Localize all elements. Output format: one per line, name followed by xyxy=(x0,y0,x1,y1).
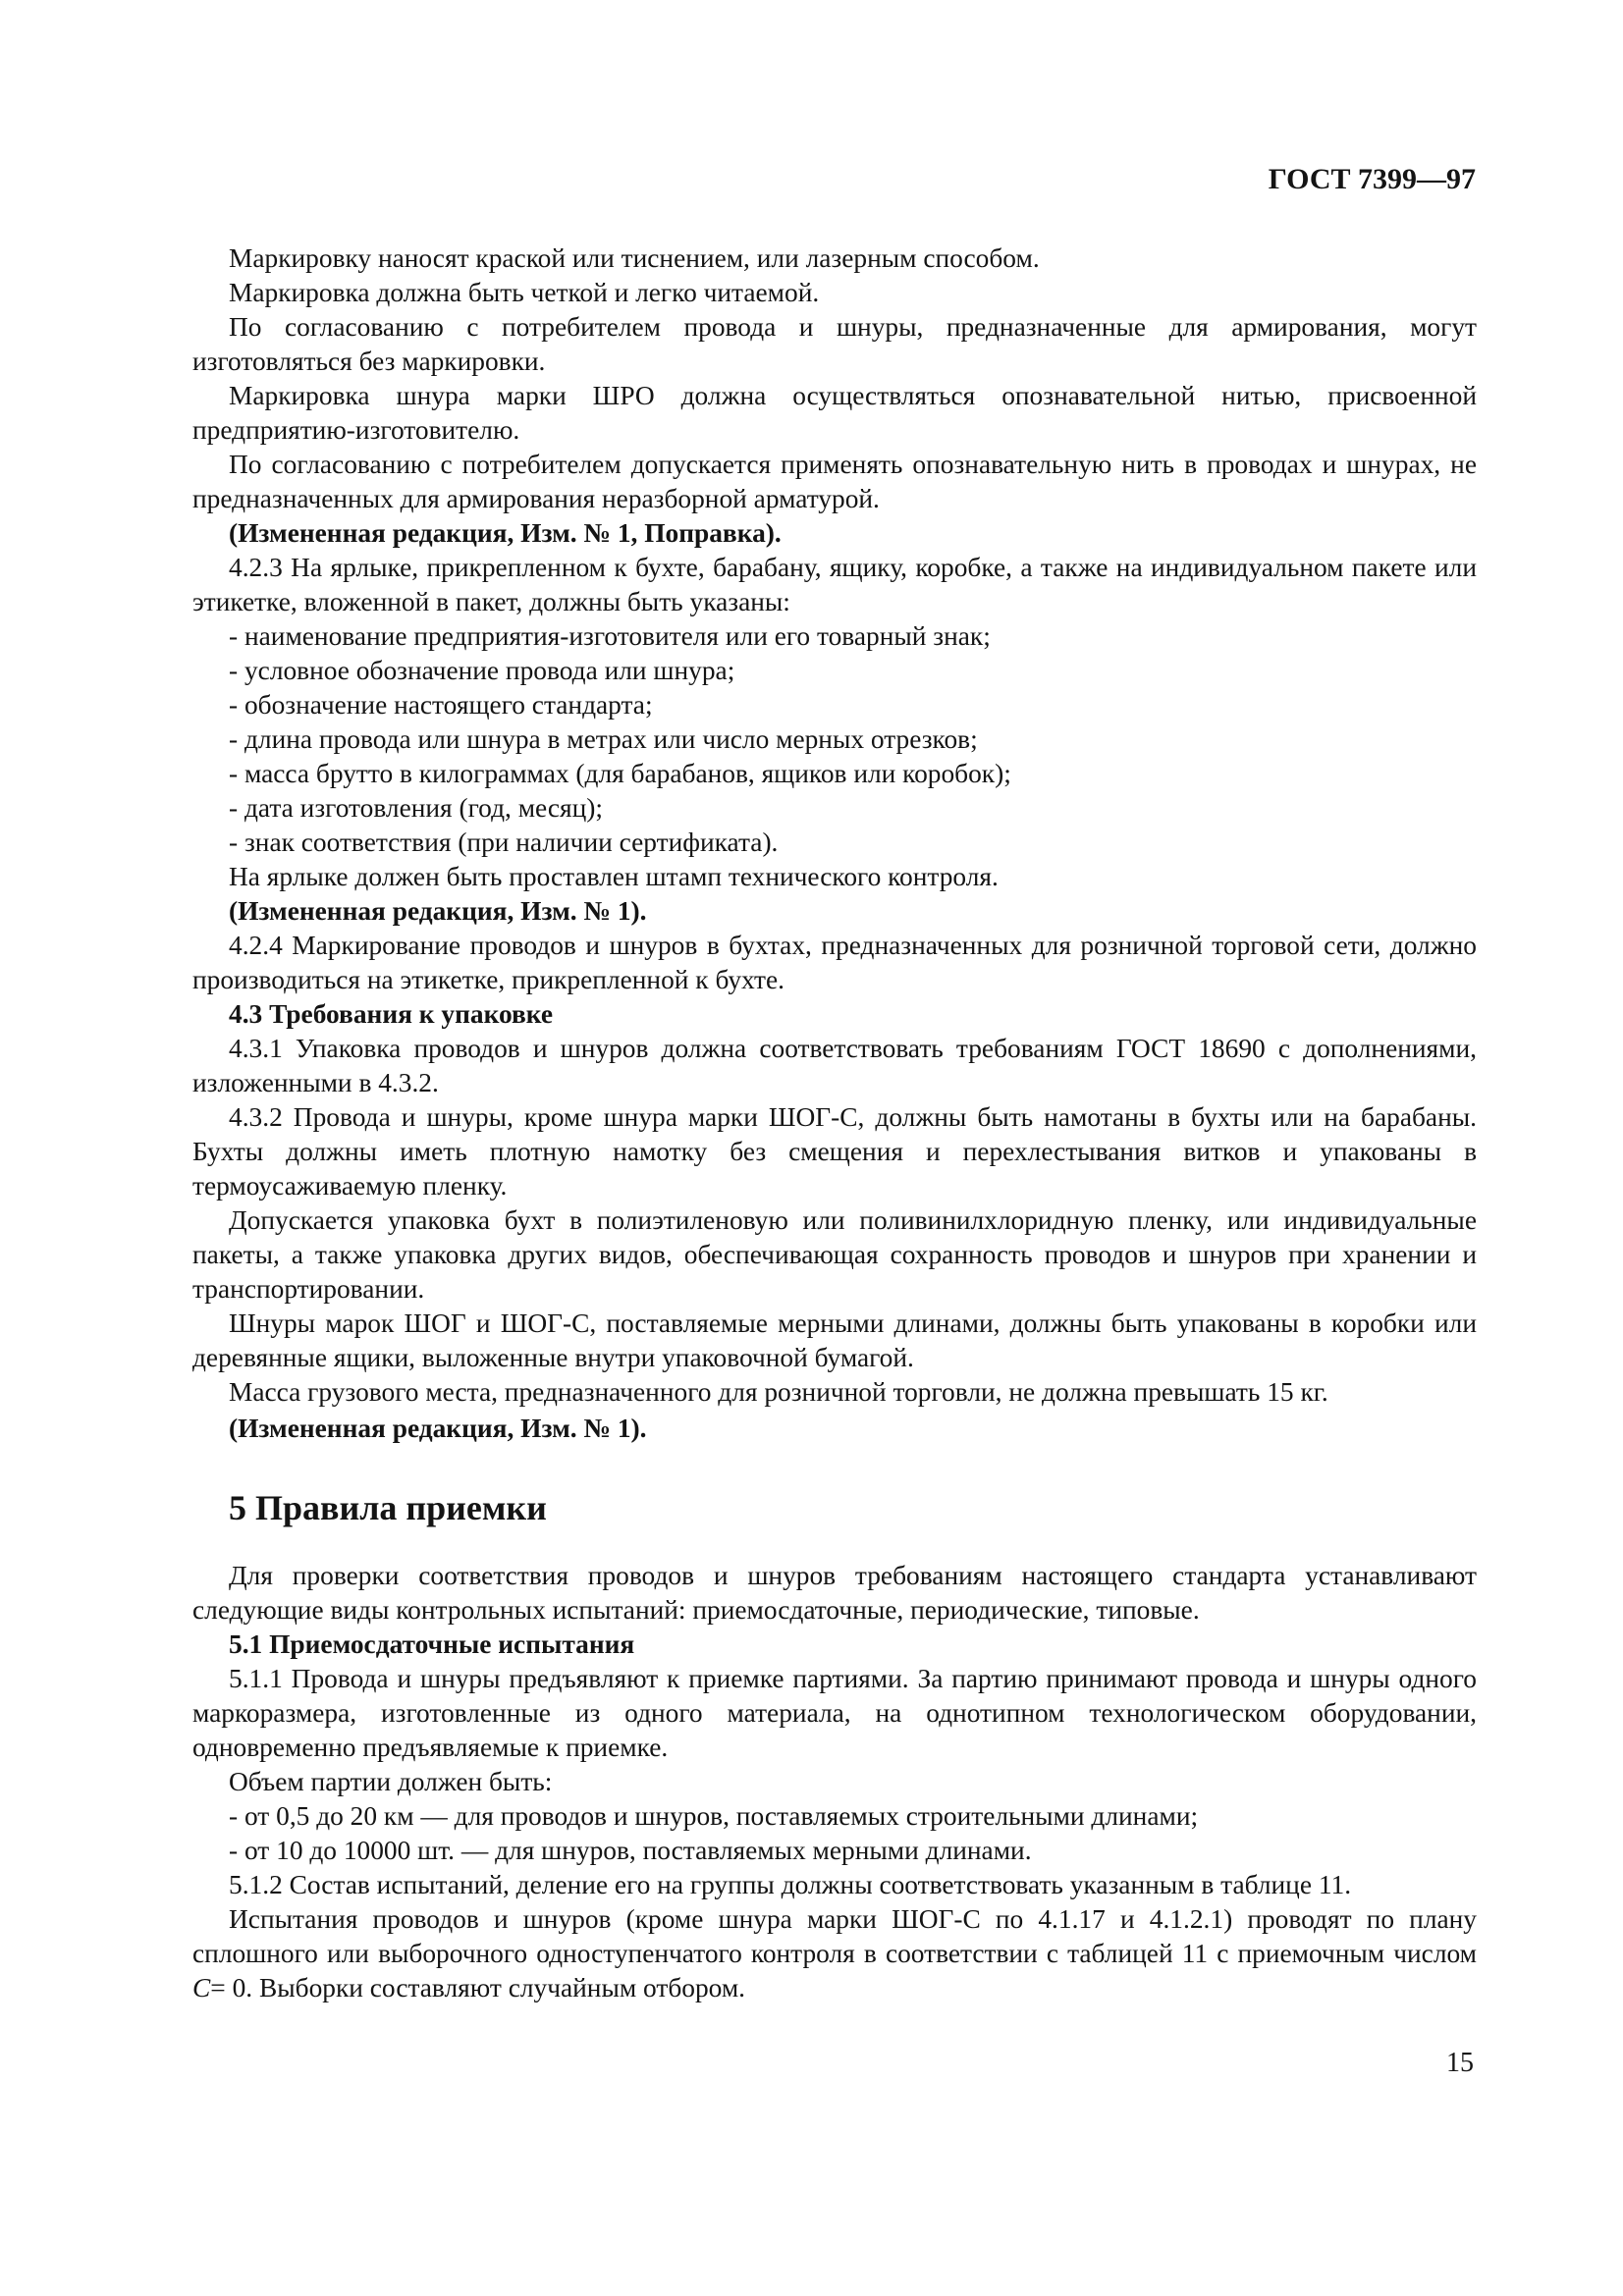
section-heading-5: 5 Правила приемки xyxy=(229,1488,547,1527)
list-item: - от 0,5 до 20 км — для проводов и шнуров, поставляемых строительными длинами; xyxy=(229,1801,1199,1831)
paragraph: Маркировка шнура марки ШРО должна осуществляться опознавательной нитью, присвоенной предприятию-изготовителю. xyxy=(192,381,1477,445)
subsection-heading-4-3: 4.3 Требования к упаковке xyxy=(229,999,554,1029)
list-item: - наименование предприятия-изготовителя или его товарный знак; xyxy=(229,621,991,651)
amendment-note: (Измененная редакция, Изм. № 1). xyxy=(229,1414,647,1443)
page-number: 15 xyxy=(1446,2048,1474,2078)
clause-4-3-2: 4.3.2 Провода и шнуры, кроме шнура марки ШОГ-С, должны быть намотаны в бухты или на барабаны. Бухты должны иметь плотную намотку без смещения и перехлестывания витков и упакованы в термоусаживаемую пленку. xyxy=(192,1102,1477,1201)
list-item: - длина провода или шнура в метрах или число мерных отрезков; xyxy=(229,724,978,754)
list-item: - масса брутто в килограммах (для барабанов, ящиков или коробок); xyxy=(229,759,1011,788)
paragraph: Допускается упаковка бухт в полиэтиленовую или поливинилхлоридную пленку, или индивидуальные пакеты, а также упаковка других видов, обеспечивающая сохранность проводов и шнуров при хранении и транспортировании. xyxy=(192,1205,1477,1304)
clause-4-3-1: 4.3.1 Упаковка проводов и шнуров должна соответствовать требованиям ГОСТ 18690 с дополнениями, изложенными в 4.3.2. xyxy=(192,1034,1477,1097)
paragraph: Шнуры марок ШОГ и ШОГ-С, поставляемые мерными длинами, должны быть упакованы в коробки или деревянные ящики, выложенные внутри упаковочной бумагой. xyxy=(192,1308,1477,1372)
list-item: - знак соответствия (при наличии сертификата). xyxy=(229,828,779,857)
paragraph: Маркировка должна быть четкой и легко читаемой. xyxy=(229,278,820,307)
list-item: - дата изготовления (год, месяц); xyxy=(229,793,604,823)
list-item: - условное обозначение провода или шнура; xyxy=(229,656,735,685)
clause-5-1-2: 5.1.2 Состав испытаний, деление его на группы должны соответствовать указанным в таблице 11. xyxy=(229,1870,1352,1899)
paragraph-acceptance-number xyxy=(192,1902,1477,2005)
list-item: - обозначение настоящего стандарта; xyxy=(229,690,653,720)
paragraph: Объем партии должен быть: xyxy=(229,1767,553,1796)
paragraph: Для проверки соответствия проводов и шнуров требованиям настоящего стандарта устанавливают следующие виды контрольных испытаний: приемосдаточные, периодические, типовые. xyxy=(192,1561,1477,1625)
paragraph: По согласованию с потребителем провода и шнуры, предназначенные для армирования, могут изготовляться без маркировки. xyxy=(192,312,1477,376)
paragraph-text: Испытания проводов и шнуров (кроме шнура марки ШОГ-С по 4.1.17 и 4.1.2.1) проводят по плану сплошного или выборочного одноступенчатого контроля в соответствии с таблицей 11 с приемочным числом xyxy=(192,1904,1477,1968)
clause-4-2-3: 4.2.3 На ярлыке, прикрепленном к бухте, барабану, ящику, коробке, а также на индивидуальном пакете или этикетке, вложенной в пакет, должны быть указаны: xyxy=(192,553,1477,616)
amendment-note: (Измененная редакция, Изм. № 1). xyxy=(229,896,647,926)
paragraph: По согласованию с потребителем допускается применять опознавательную нить в проводах и шнурах, не предназначенных для армирования неразборной арматурой. xyxy=(192,450,1477,513)
document-body xyxy=(192,241,1477,2005)
list-item: - от 10 до 10000 шт. — для шнуров, поставляемых мерными длинами. xyxy=(229,1836,1032,1865)
paragraph-text-end: = 0. Выборки составляют случайным отбором. xyxy=(210,1973,746,2002)
paragraph: На ярлыке должен быть проставлен штамп технического контроля. xyxy=(229,862,999,891)
subsection-heading-5-1: 5.1 Приемосдаточные испытания xyxy=(229,1629,635,1659)
document-code-header: ГОСТ 7399—97 xyxy=(1268,163,1476,195)
clause-5-1-1: 5.1.1 Провода и шнуры предъявляют к приемке партиями. За партию принимают провода и шнуры одного маркоразмера, изготовленные из одного материала, на однотипном технологическом оборудовании, одновременно предъявляемые к приемке. xyxy=(192,1664,1477,1762)
clause-4-2-4: 4.2.4 Маркирование проводов и шнуров в бухтах, предназначенных для розничной торговой сети, должно производиться на этикетке, прикрепленной к бухте. xyxy=(192,931,1477,994)
paragraph: Маркировку наносят краской или тиснением, или лазерным способом. xyxy=(229,243,1040,273)
paragraph: Масса грузового места, предназначенного для розничной торговли, не должна превышать 15 кг. xyxy=(229,1377,1328,1407)
variable-c: C xyxy=(192,1973,211,2002)
amendment-note: (Измененная редакция, Изм. № 1, Поправка). xyxy=(229,518,782,548)
